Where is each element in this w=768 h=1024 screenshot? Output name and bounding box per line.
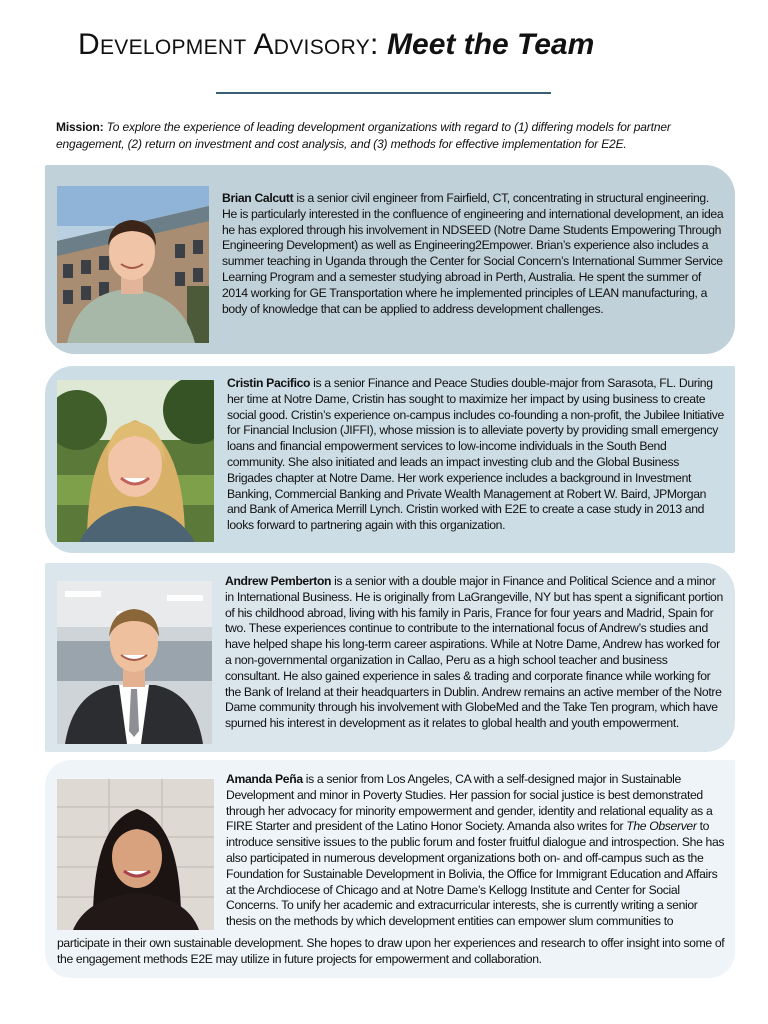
mission-statement [56, 119, 726, 153]
member-photo-brian [57, 186, 209, 343]
mission-label: Mission: [56, 120, 104, 134]
member-bio-andrew [225, 574, 725, 732]
member-photo-amanda [57, 779, 214, 930]
member-name: Brian Calcutt [222, 191, 294, 205]
member-name: Cristin Pacifico [227, 376, 311, 390]
member-bio-text: is a senior from Los Angeles, CA with a self-designed major in Sustainable Development and minor in Poverty Studies. Her passion for social justice is best demonstrated through her advocacy for minority empowerment and gender, identity and relational equality as a FIRE Starter and president of the Latino Honor Society. Amanda also writes for [226, 772, 713, 834]
member-name: Andrew Pemberton [225, 574, 332, 588]
member-bio-text-end: participate in their own sustainable development. She hopes to draw upon her experiences and research to offer insight into some of the engagement methods E2E may utilize in future projects for empowerment and collaboration. [57, 936, 725, 966]
member-bio-amanda-wrap [57, 936, 727, 968]
mission-text: To explore the experience of leading development organizations with regard to (1) differing models for partner engagement, (2) return on investment and cost analysis, and (3) methods for effective implementation for E2E. [56, 120, 671, 151]
title-divider [216, 92, 551, 94]
page-title [78, 26, 718, 64]
member-bio-text: is a senior civil engineer from Fairfield, CT, concentrating in structural engineering. He is particularly interested in the confluence of engineering and international development, an idea he has explored through his involvement in NDSEED (Notre Dame Students Empowering Through Engineering Development) as well as Engineering2Empower. Brian’s experience also includes a summer teaching in Uganda through the Center for Social Concern’s International Summer Service Learning Program and a semester studying abroad in Perth, Australia. He spent the summer of 2014 working for GE Transportation where he implemented principles of LEAN manufacturing, a body of knowledge that can be applied to address development challenges. [222, 191, 724, 316]
member-bio-brian [222, 191, 725, 317]
member-bio-amanda [226, 772, 726, 930]
title-tail: Meet the Team [387, 28, 595, 61]
member-bio-text: is a senior with a double major in Finance and Political Science and a minor in International Business. He is originally from LaGrangeville, NY but has spent a significant portion of his childhood abroad, living with his family in Paris, France for four years and Madrid, Spain for two. These experiences continue to contribute to the international focus of Andrew’s studies and have helped shape his long-term career aspirations. While at Notre Dame, Andrew has worked for a non-governmental organization in Callao, Peru as a high school teacher and business consultant. He also gained experience in sales & trading and corporate finance while working for the Bank of Ireland at their headquarters in Dublin. Andrew remains an active member of the Notre Dame community through his involvement with GlobeMed and the Take Ten program, which have spurned his interest in development as it relates to global health and youth empowerment. [225, 574, 723, 731]
member-bio-cristin [227, 376, 725, 534]
member-bio-text-continued: to introduce sensitive issues to the public forum and foster fruitful dialogue and introspection. She has also participated in numerous development organizations both on- and off-campus such as the Foundation for Sustainable Development in Bolivia, the Office for Immigrant Education and Affairs at the Archdiocese of Chicago and at Notre Dame’s Kellogg Institute and Center for Social Concerns. To unify her academic and extracurricular interests, she is currently writing a senior thesis on the methods by which development entities can empower slum communities to [226, 819, 725, 929]
member-photo-cristin [57, 380, 214, 542]
member-photo-andrew [57, 581, 212, 744]
member-bio-text: is a senior Finance and Peace Studies double-major from Sarasota, FL. During her time at Notre Dame, Cristin has sought to maximize her impact by using business to create social good. Cristin’s experience on-campus includes co-founding a non-profit, the Jubilee Initiative for Financial Inclusion (JIFFI), whose mission is to alleviate poverty by providing small emergency loans and financial empowerment services to low-income individuals in the South Bend community. She also initiated and leads an impact investing club and the Global Business Brigades chapter at Notre Dame. Her work experience includes a background in Investment Banking, Commercial Banking and Private Wealth Management at Robert W. Baird, JPMorgan and Bank of America Merrill Lynch. Cristin worked with E2E to create a case study in 2013 and looks forward to partnering again with this organization. [227, 376, 724, 533]
member-name: Amanda Peña [226, 772, 303, 786]
publication-name: The Observer [626, 819, 697, 834]
title-lead: Development Advisory: [78, 28, 379, 61]
